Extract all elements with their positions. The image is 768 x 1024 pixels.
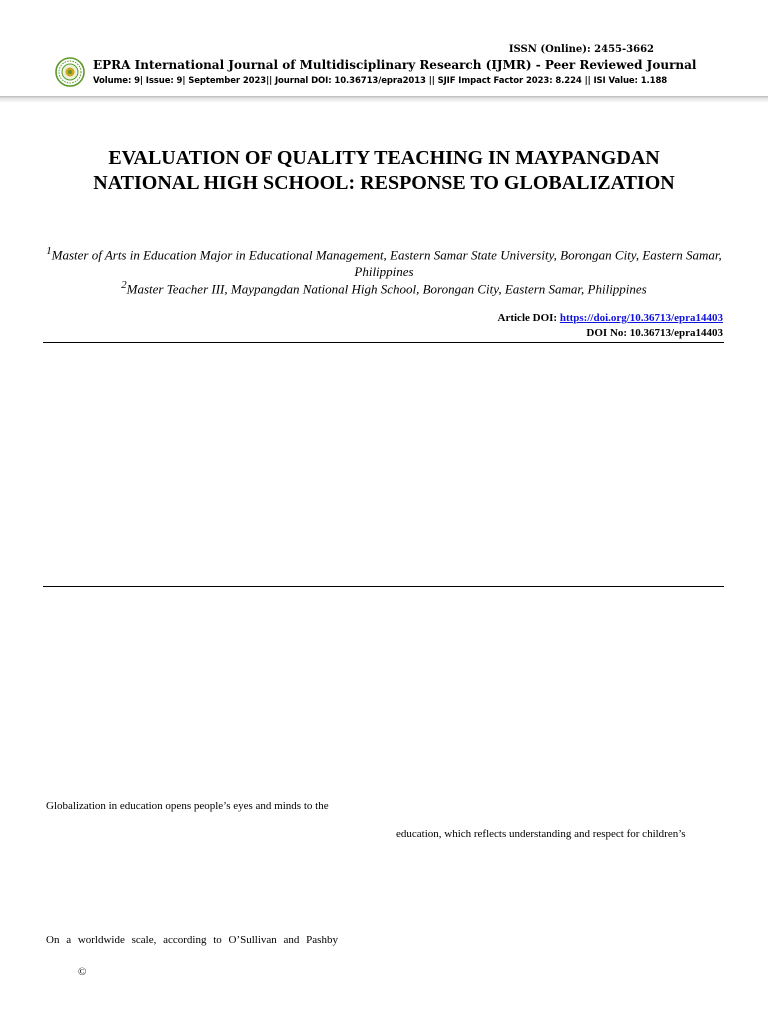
doi-number: DOI No: 10.36713/epra14403 xyxy=(586,327,723,339)
body-text-line: On a worldwide scale, according to O’Sullivan and Pashby xyxy=(46,934,338,946)
body-text-line: education, which reflects understanding and respect for children’s xyxy=(396,828,686,840)
affiliation-1-text: Master of Arts in Education Major in Educational Management, Eastern Samar State University, Borongan City, Eastern Samar, Philippines xyxy=(51,247,722,280)
paper-title xyxy=(40,146,728,196)
doi-block xyxy=(498,311,723,341)
affiliation-1-mark: 1 xyxy=(46,245,52,257)
journal-header xyxy=(0,0,768,104)
abstract-top-rule xyxy=(43,342,724,343)
issn-label: ISSN (Online): 2455-3662 xyxy=(508,44,654,55)
affiliation-2-mark: 2 xyxy=(121,279,127,291)
paper-title-line-2: NATIONAL HIGH SCHOOL: RESPONSE TO GLOBALIZATION xyxy=(93,172,675,194)
journal-name: EPRA International Journal of Multidisciplinary Research (IJMR) xyxy=(93,58,532,72)
journal-meta: Volume: 9| Issue: 9| September 2023|| Journal DOI: 10.36713/epra2013 || SJIF Impact Factor 2023: 8.224 || ISI Value: 1.188 xyxy=(93,76,668,86)
affiliation-1 xyxy=(40,243,728,280)
article-doi-link[interactable]: https://doi.org/10.36713/epra14403 xyxy=(559,312,723,324)
copyright-symbol: © xyxy=(78,966,87,978)
article-doi xyxy=(498,311,723,326)
body-text-line: Globalization in education opens people’s eyes and minds to the xyxy=(46,800,329,812)
paper-title-line-1: EVALUATION OF QUALITY TEACHING IN MAYPANGDAN xyxy=(108,147,660,169)
abstract-bottom-rule xyxy=(43,586,724,587)
journal-title xyxy=(93,58,696,72)
affiliation-2-text: Master Teacher III, Maypangdan National High School, Borongan City, Eastern Samar, Philippines xyxy=(126,281,647,297)
journal-seal-icon xyxy=(55,57,85,87)
journal-peer-reviewed: - Peer Reviewed Journal xyxy=(531,58,697,72)
header-divider xyxy=(0,96,768,102)
affiliation-2 xyxy=(40,277,728,297)
article-doi-label: Article DOI: xyxy=(497,312,560,324)
